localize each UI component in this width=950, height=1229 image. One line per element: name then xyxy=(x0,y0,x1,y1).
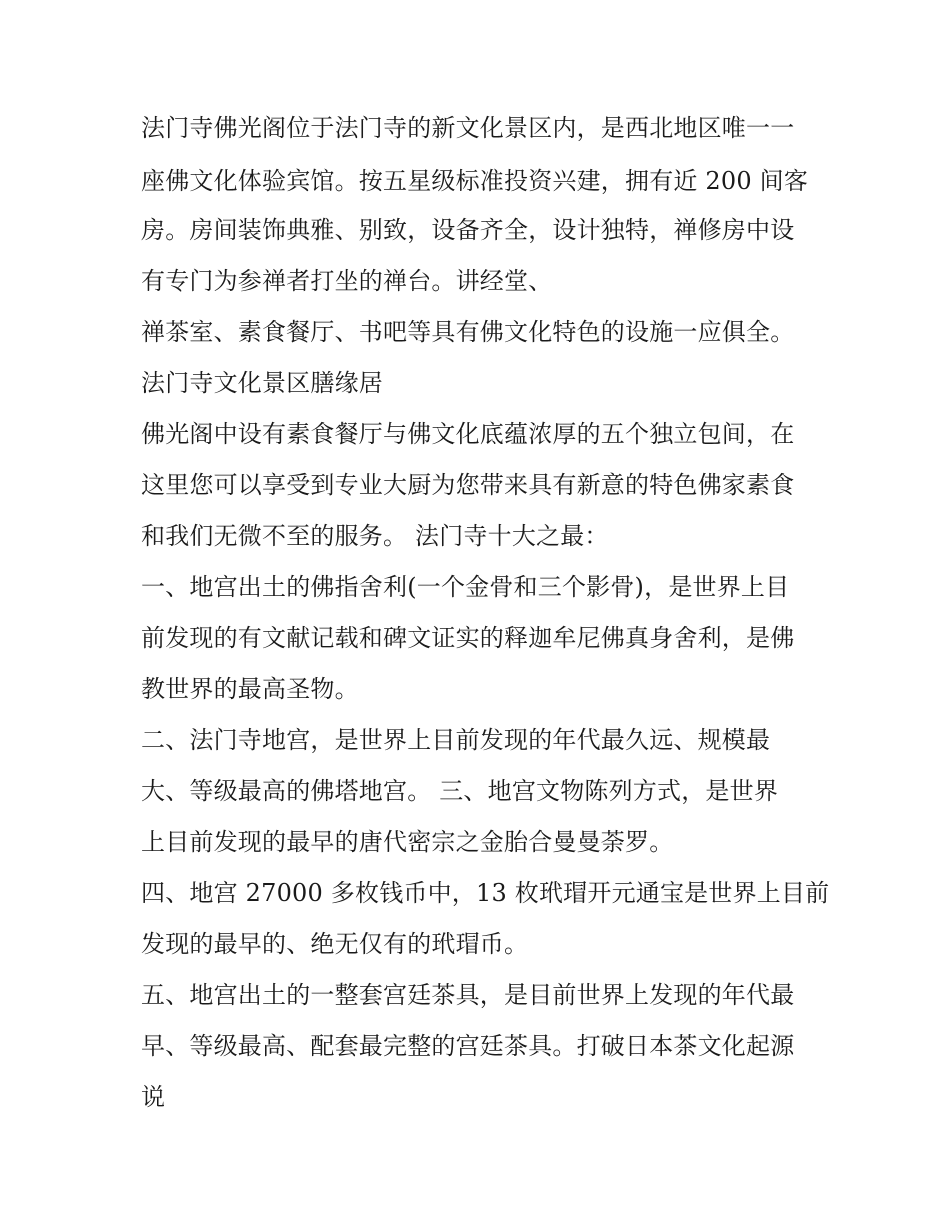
list-item-line: 说 xyxy=(141,1083,166,1111)
list-item-line: 五、地宫出土的一整套宫廷茶具，是目前世界上发现的年代最 xyxy=(141,981,795,1009)
section-heading: 法门寺文化景区膳缘居 xyxy=(141,369,383,397)
list-item-line: 一、地宫出土的佛指舍利(一个金骨和三个影骨)，是世界上目 xyxy=(141,573,790,601)
text-line: 佛光阁中设有素食餐厅与佛文化底蕴浓厚的五个独立包间，在 xyxy=(141,420,795,448)
list-item-line: 早、等级最高、配套最完整的宫廷茶具。打破日本茶文化起源 xyxy=(141,1032,795,1060)
list-item-line: 发现的最早的、绝无仅有的玳瑁币。 xyxy=(141,930,529,958)
list-item-line: 教世界的最高圣物。 xyxy=(141,675,359,703)
list-item-line: 大、等级最高的佛塔地宫。 三、地宫文物陈列方式，是世界 xyxy=(141,777,779,805)
text-line: 法门寺佛光阁位于法门寺的新文化景区内，是西北地区唯一一 xyxy=(141,114,795,142)
text-line: 有专门为参禅者打坐的禅台。讲经堂、 xyxy=(141,267,553,295)
text-line: 房。房间装饰典雅、别致，设备齐全，设计独特，禅修房中设 xyxy=(141,216,795,244)
text-line: 和我们无微不至的服务。 法门寺十大之最： xyxy=(141,522,609,550)
text-line: 这里您可以享受到专业大厨为您带来具有新意的特色佛家素食 xyxy=(141,471,795,499)
list-item-line: 上目前发现的最早的唐代密宗之金胎合曼曼荼罗。 xyxy=(141,828,674,856)
list-item-line: 四、地宫 27000 多枚钱币中，13 枚玳瑁开元通宝是世界上目前 xyxy=(141,879,830,907)
list-item-line: 前发现的有文献记载和碑文证实的释迦牟尼佛真身舍利，是佛 xyxy=(141,624,795,652)
text-line: 禅茶室、素食餐厅、书吧等具有佛文化特色的设施一应俱全。 xyxy=(141,318,795,346)
list-item-line: 二、法门寺地宫，是世界上目前发现的年代最久远、规模最 xyxy=(141,726,771,754)
text-line: 座佛文化体验宾馆。按五星级标准投资兴建，拥有近 200 间客 xyxy=(141,167,809,195)
